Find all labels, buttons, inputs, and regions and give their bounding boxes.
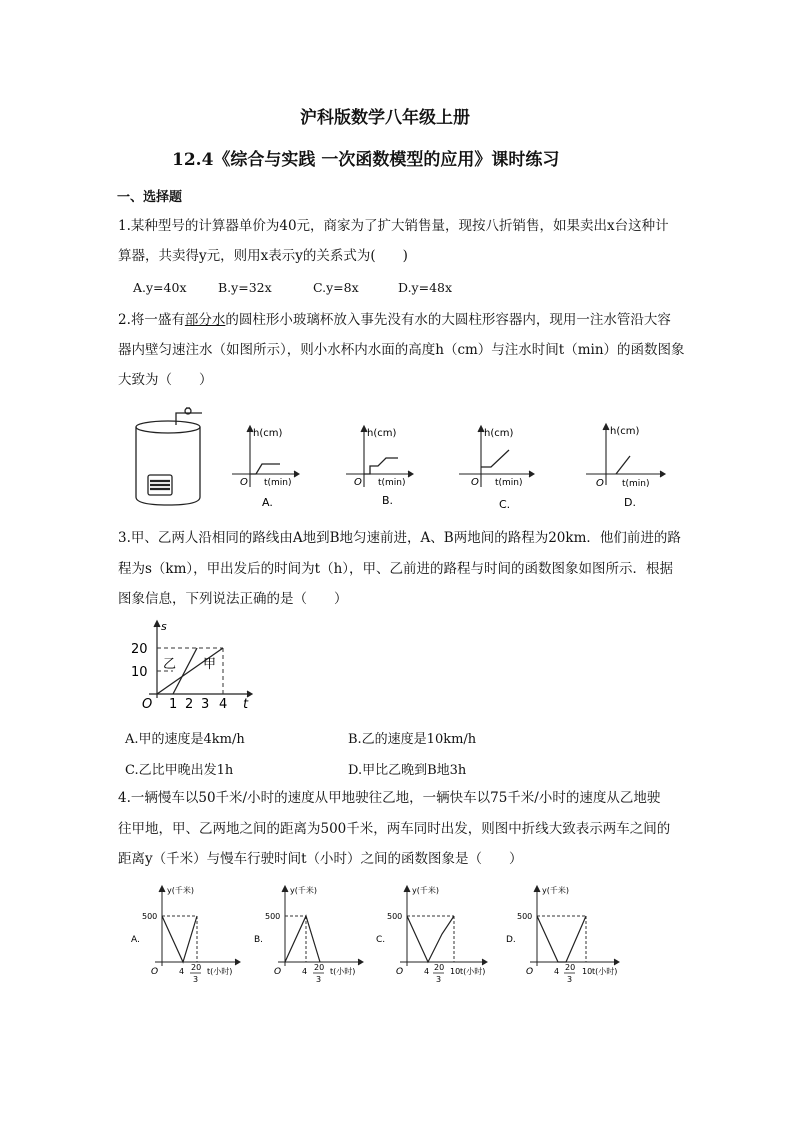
q4-c-ylabel: y(千米) [412,886,439,895]
q4-d-y500: 500 [517,912,533,921]
q4-d-frac-den: 3 [567,975,573,984]
q4-graph-c [370,882,492,992]
q4-b-origin: O [274,967,282,977]
q3-xtick-2: 2 [185,697,194,710]
q1-text-line1: 1.某种型号的计算器单价为40元，商家为了扩大销售量，现按八折销售，如果卖出x台这种计 [118,218,669,234]
q1-text-line2: 算器，共卖得y元，则用x表示y的关系式为( ) [118,248,408,264]
container-illustration [128,405,214,510]
q4-d-x10: 10 [582,967,593,976]
lesson-title: 12.4《综合与实践 一次函数模型的应用》课时练习 [172,150,560,170]
q2-c-ylabel: h(cm) [484,428,514,439]
q4-d-ylabel: y(千米) [542,886,569,895]
q4-b-ylabel: y(千米) [290,886,317,895]
q1-option-c: C.y=8x [313,280,359,295]
q2-a-ylabel: h(cm) [253,428,283,439]
q4-b-letter: B. [254,935,264,945]
q4-a-y500: 500 [142,912,158,921]
q4-b-frac-den: 3 [316,975,322,984]
q3-option-c: C.乙比甲晚出发1h [125,763,234,778]
q4-text-line1: 4.一辆慢车以50千米/小时的速度从甲地驶往乙地，一辆快车以75千米/小时的速度从乙地驶 [118,790,661,806]
q2-d-origin: O [596,478,604,489]
q2-a-origin: O [240,477,248,488]
q3-origin: O [142,697,153,710]
q2-text-line3: 大致为（ ） [118,372,213,388]
q3-xtick-1: 1 [169,697,178,710]
q2-text-line1 [118,305,671,335]
q3-series-yi: 乙 [163,657,177,672]
q4-text-line3: 距离y（千米）与慢车行驶时间t（小时）之间的函数图象是（ ） [118,851,523,867]
q1-option-b: B.y=32x [218,280,272,295]
q4-a-xlabel: t(小时) [207,967,233,976]
q2-d-xlabel: t(min) [622,479,650,489]
q4-graph-b [248,882,366,992]
q2-text-line2: 器内壁匀速注水（如图所示），则小水杯内水面的高度h（cm）与注水时间t（min）的函数图象 [118,342,685,358]
section-heading: 一、选择题 [117,190,183,205]
q3-option-b: B.乙的速度是10km/h [348,732,477,747]
q3-xtick-3: 3 [201,697,210,710]
q3-text-line1: 3.甲、乙两人沿相同的路线由A地到B地匀速前进，A、B两地间的路程为20km．他们前进的路 [118,530,681,546]
page-title: 沪科版数学八年级上册 [300,108,470,128]
q4-graph-d [500,882,624,992]
q4-d-x4: 4 [554,967,560,976]
q2-a-xlabel: t(min) [264,478,292,488]
q4-a-frac-den: 3 [193,975,199,984]
q4-b-xlabel: t(小时) [330,967,356,976]
q4-graph-a [125,882,243,992]
q2-graph-b [342,422,414,512]
q3-option-d: D.甲比乙晚到B地3h [348,763,467,778]
q2-text-b: 的圆柱形小玻璃杯放入事先没有水的大圆柱形容器内，现用一注水管沿大容 [225,312,671,328]
q4-a-letter: A. [131,935,140,945]
q4-d-frac-num: 20 [565,963,576,972]
q3-text-line2: 程为s（km），甲出发后的时间为t（h），甲、乙前进的路程与时间的函数图象如图所示．根据 [118,561,674,577]
q2-c-xlabel: t(min) [495,478,523,488]
q4-a-x4: 4 [179,967,185,976]
q4-c-letter: C. [376,935,386,945]
q4-c-y500: 500 [387,912,403,921]
q4-d-letter: D. [506,935,516,945]
q1-option-d: D.y=48x [398,280,453,295]
q4-c-frac-den: 3 [436,975,442,984]
q4-c-frac-num: 20 [434,963,445,972]
q2-b-xlabel: t(min) [378,478,406,488]
q2-a-letter: A. [262,496,273,509]
q2-graph-c [455,422,535,514]
q3-option-a: A.甲的速度是4km/h [125,732,245,747]
q4-c-x10: 10 [450,967,461,976]
q4-c-xlabel: t(小时) [460,967,486,976]
q3-graph [125,618,255,710]
q3-ytick-10: 10 [131,665,148,680]
q3-ylabel: s [161,620,167,633]
q4-c-x4: 4 [424,967,430,976]
q4-text-line2: 往甲地，甲、乙两地之间的距离为500千米，两车同时出发，则图中折线大致表示两车之间的 [118,821,671,837]
q2-graph-d [582,420,668,514]
q3-xlabel: t [243,697,249,710]
q4-b-y500: 500 [265,912,281,921]
q2-c-origin: O [471,477,479,488]
q3-xtick-4: 4 [219,697,228,710]
q4-b-x4: 4 [302,967,308,976]
q2-c-letter: C. [499,498,511,511]
q4-a-ylabel: y(千米) [167,886,194,895]
q2-text-a: 2.将一盛有 [118,312,185,328]
q4-d-origin: O [526,967,534,977]
q2-b-origin: O [354,477,362,488]
q3-series-jia: 甲 [203,657,217,672]
q3-ytick-20: 20 [131,642,148,657]
q2-graph-a [228,422,300,512]
q2-d-letter: D. [624,496,636,509]
q4-a-origin: O [151,967,159,977]
q2-text-underlined: 部分水 [184,312,226,328]
q4-b-frac-num: 20 [314,963,325,972]
q3-text-line3: 图象信息，下列说法正确的是（ ） [118,591,348,607]
q2-b-ylabel: h(cm) [367,428,397,439]
q4-d-xlabel: t(小时) [592,967,618,976]
q2-b-letter: B. [382,494,394,507]
q2-d-ylabel: h(cm) [610,426,640,437]
q4-a-frac-num: 20 [191,963,202,972]
q4-c-origin: O [396,967,404,977]
q1-option-a: A.y=40x [133,280,187,295]
